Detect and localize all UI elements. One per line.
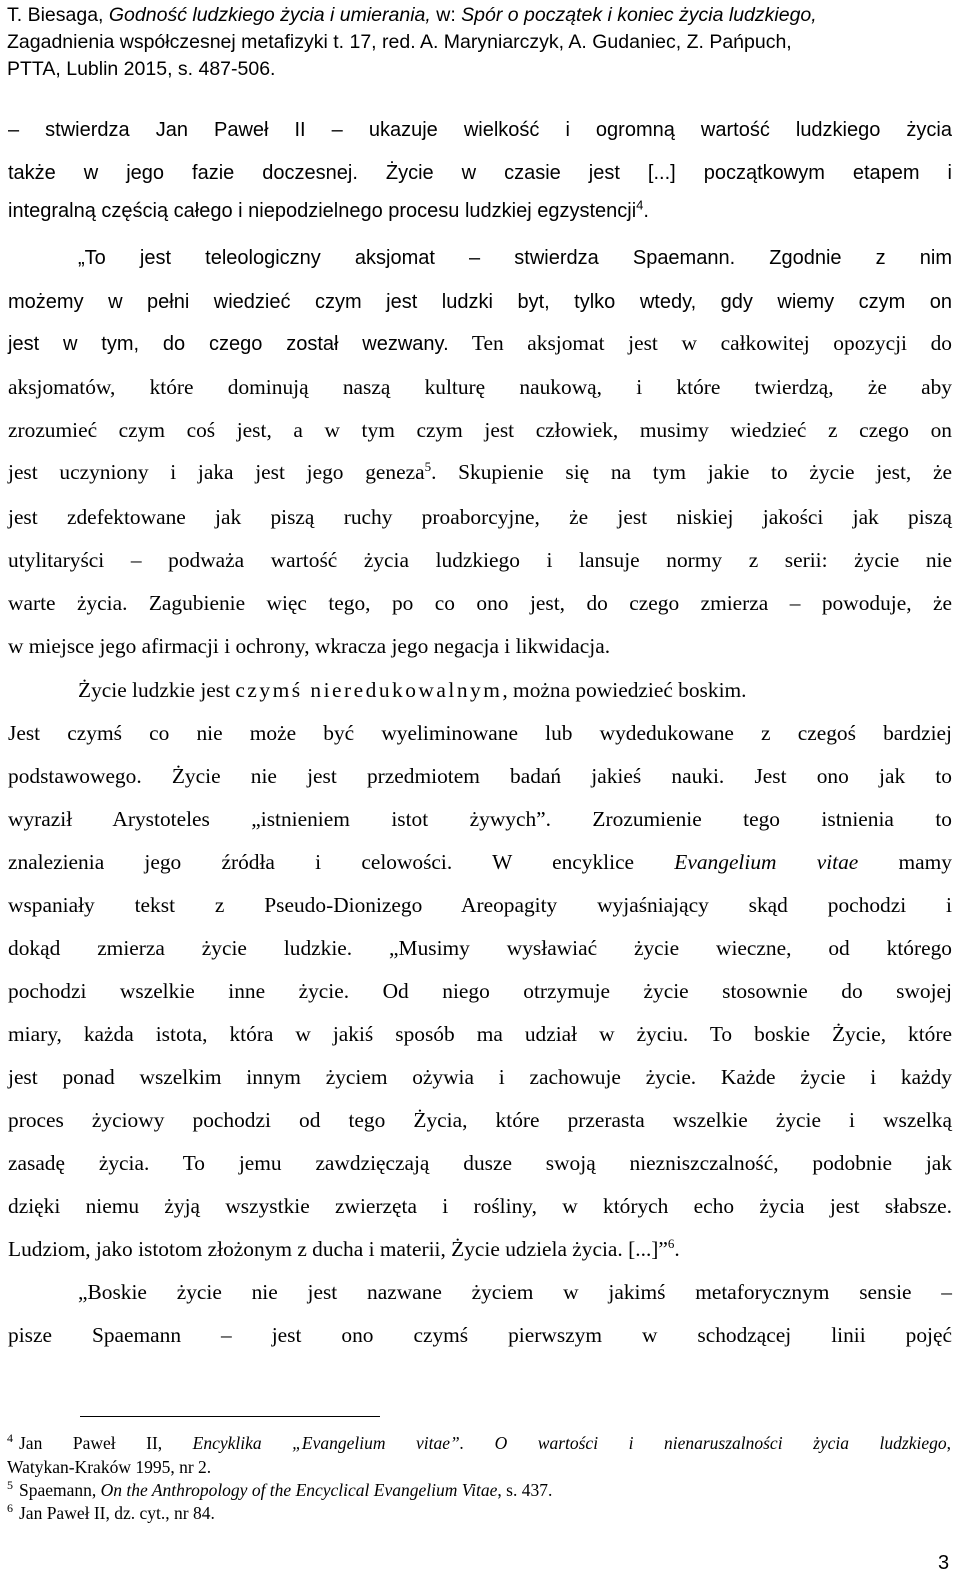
footnote-4-number: 4 <box>7 1431 13 1446</box>
body-line-9 <box>8 457 952 487</box>
body-line-27-end: . <box>674 1237 680 1261</box>
body-line-16: podstawowego. Życie nie jest przedmiotem badań jakieś nauki. Jest ono jak to <box>8 764 952 788</box>
body-line-3-text: integralną częścią całego i niepodzielnego procesu ludzkiej egzystencji <box>8 200 637 222</box>
footnote-6 <box>7 1502 951 1524</box>
body-line-18 <box>8 847 952 877</box>
body-line-29: pisze Spaemann – jest ono czymś pierwszym w schodzącej linii pojęć <box>8 1323 952 1347</box>
body-line-3 <box>8 196 952 226</box>
body-line-10: jest zdefektowane jak piszą ruchy proaborcyjne, że jest niskiej jakości jak piszą <box>8 505 952 529</box>
body-line-7: aksjomatów, które dominują naszą kulturę naukową, i które twierdzą, że aby <box>8 375 952 399</box>
footnote-6-number: 6 <box>7 1501 13 1516</box>
body-line-4: „To jest teleologiczny aksjomat – stwierdza Spaemann. Zgodnie z nim <box>78 247 952 269</box>
footnote-4 <box>7 1432 951 1454</box>
body-line-2: także w jego fazie doczesnej. Życie w czasie jest [...] początkowym etapem i <box>8 162 952 184</box>
footnote-separator <box>80 1416 380 1417</box>
body-line-18-text: znalezienia jego źródła i celowości. W encyklice <box>8 850 675 874</box>
emphasis-nieredukowalnym: czymś nieredukowalnym <box>235 678 503 702</box>
body-line-19: wspaniały tekst z Pseudo-Dionizego Areopagity wyjaśniający skąd pochodzi i <box>8 893 952 917</box>
footnote-6-text: Jan Paweł II, dz. cyt., nr 84. <box>19 1503 215 1523</box>
body-line-28: „Boskie życie nie jest nazwane życiem w jakimś metaforycznym sensie – <box>78 1280 952 1304</box>
body-line-22: miary, każda istota, która w jakiś sposób ma udział w życiu. To boskie Życie, które <box>8 1022 952 1046</box>
footnote-5-author: Spaemann, <box>19 1480 101 1500</box>
body-line-14-end: , można powiedzieć boskim. <box>502 678 747 702</box>
citation-line-1 <box>7 2 947 29</box>
citation-header <box>7 2 947 83</box>
footnote-5-title: On the Anthropology of the Encyclical Evangelium Vitae <box>100 1480 498 1500</box>
body-line-15: Jest czymś co nie może być wyeliminowane lub wydedukowane z czegoś bardziej <box>8 721 952 745</box>
body-line-23: jest ponad wszelkim innym życiem ożywia i zachowuje życie. Każde życie i każdy <box>8 1065 952 1089</box>
citation-title: Godność ludzkiego życia i umierania, <box>108 4 431 26</box>
body-line-1: – stwierdza Jan Paweł II – ukazuje wielkość i ogromną wartość ludzkiego życia <box>8 119 952 141</box>
body-line-6 <box>8 328 952 359</box>
body-line-27-text: Ludziom, jako istotom złożonym z ducha i materii, Życie udziela życia. [...]” <box>8 1237 668 1261</box>
body-line-20: dokąd zmierza życie ludzkie. „Musimy wysławiać życie wieczne, od którego <box>8 936 952 960</box>
body-line-14-text: Życie ludzkie jest <box>78 678 236 702</box>
footnote-5-pages: , s. 437. <box>497 1480 553 1500</box>
citation-book: Spór o początek i koniec życia ludzkiego, <box>461 4 817 26</box>
footnote-ref-4: 4 <box>636 197 644 213</box>
footnote-ref-5: 5 <box>424 458 432 474</box>
encyclical-title: Evangelium vitae <box>674 850 859 874</box>
body-line-18-end: mamy <box>858 850 952 874</box>
body-line-9-end: . Skupienie się na tym jakie to życie jest, że <box>431 460 952 484</box>
body-line-21: pochodzi wszelkie inne życie. Od niego otrzymuje życie stosownie do swojej <box>8 979 952 1003</box>
footnote-4-comma: , <box>946 1433 951 1453</box>
body-line-17: wyraził Arystoteles „istnieniem istot żywych”. Zrozumienie tego istnienia to <box>8 807 952 831</box>
citation-line-2: Zagadnienia współczesnej metafizyki t. 17, red. A. Maryniarczyk, A. Gudaniec, Z. Pańpuch, <box>7 31 792 53</box>
body-line-9-text: jest uczyniony i jaka jest jego geneza <box>8 460 425 484</box>
footnote-ref-6: 6 <box>667 1235 675 1251</box>
body-line-27 <box>8 1234 952 1264</box>
body-line-5: możemy w pełni wiedzieć czym jest ludzki byt, tylko wtedy, gdy wiemy czym on <box>8 291 952 313</box>
body-line-25: zasadę życia. To jemu zawdzięczają dusze swoją niezniszczalność, podobnie jak <box>8 1151 952 1175</box>
body-line-11: utylitaryści – podważa wartość życia ludzkiego i lansuje normy z serii: życie nie <box>8 548 952 572</box>
footnote-5 <box>7 1479 951 1501</box>
body-line-6-text: Ten aksjomat jest w całkowitej opozycji do <box>448 331 952 355</box>
body-line-3-end: . <box>643 200 649 222</box>
body-line-6-quote: jest w tym, do czego został wezwany. <box>8 333 449 355</box>
citation-line-3: PTTA, Lublin 2015, s. 487-506. <box>7 58 276 80</box>
body-line-26: dzięki niemu żyją wszystkie zwierzęta i rośliny, w których echo życia jest słabsze. <box>8 1194 952 1218</box>
citation-in: w: <box>430 4 462 26</box>
footnote-4-author: Jan Paweł II, <box>19 1433 193 1453</box>
body-line-14 <box>78 675 952 705</box>
footnote-4-title: Encyklika „Evangelium vitae”. O wartości i nienaruszalności życia ludzkiego <box>192 1433 947 1453</box>
page-number: 3 <box>938 1552 950 1574</box>
footnote-4-line-2: Watykan-Kraków 1995, nr 2. <box>7 1457 212 1477</box>
body-line-24: proces życiowy pochodzi od tego Życia, które przerasta wszelkie życie i wszelką <box>8 1108 952 1132</box>
footnote-5-number: 5 <box>7 1478 13 1493</box>
citation-author: T. Biesaga, <box>7 4 109 26</box>
body-line-8: zrozumieć czym coś jest, a w tym czym jest człowiek, musimy wiedzieć z czego on <box>8 418 952 442</box>
body-line-13: w miejsce jego afirmacji i ochrony, wkracza jego negacja i likwidacja. <box>8 634 611 658</box>
body-line-12: warte życia. Zagubienie więc tego, po co ono jest, do czego zmierza – powoduje, że <box>8 591 952 615</box>
